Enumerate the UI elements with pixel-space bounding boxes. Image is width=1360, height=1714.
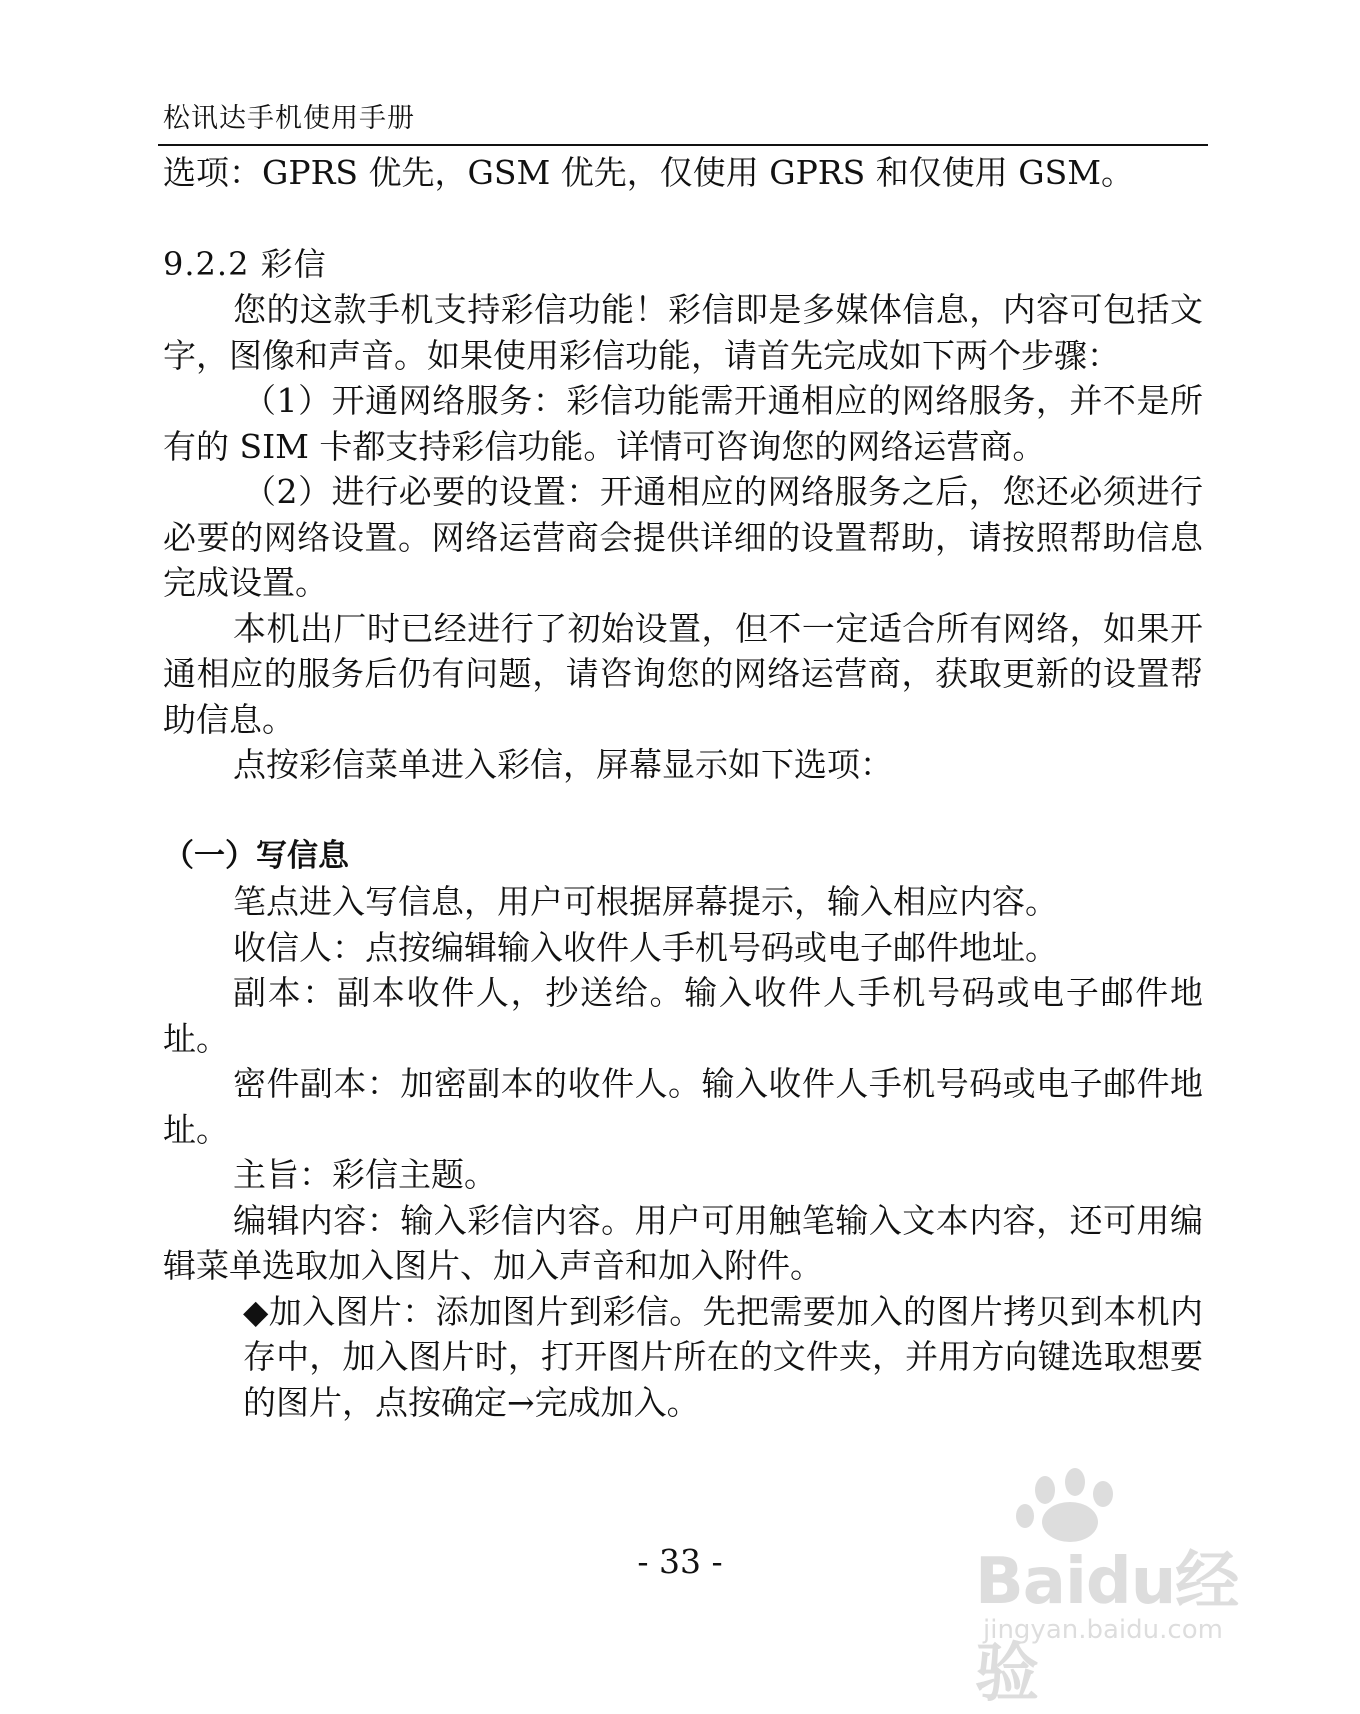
recipient-paragraph: 收信人：点按编辑输入收件人手机号码或电子邮件地址。 bbox=[233, 927, 1058, 967]
step-2-paragraph: （2）进行必要的设置：开通相应的网络服务之后，您还必须进行必要的网络设置。网络运营商会提供详细的设置帮助，请按照帮助信息完成设置。 bbox=[163, 472, 1203, 602]
menu-paragraph: 点按彩信菜单进入彩信，屏幕显示如下选项： bbox=[233, 745, 893, 784]
add-image-bullet: ◆加入图片：添加图片到彩信。先把需要加入的图片拷贝到本机内存中，加入图片时，打开图片所在的文件夹，并用方向键选取想要的图片，点按确定→完成加入。 bbox=[243, 1291, 1203, 1422]
running-header: 松讯达手机使用手册 bbox=[163, 103, 415, 134]
spacer bbox=[163, 196, 1203, 242]
watermark-brand: Baidu经验 bbox=[975, 1545, 1239, 1711]
header-rule bbox=[158, 144, 1208, 146]
bullet-block bbox=[163, 1289, 1203, 1426]
write-intro-paragraph: 笔点进入写信息，用户可根据屏幕提示，输入相应内容。 bbox=[233, 882, 1058, 921]
edit-content-paragraph: 编辑内容：输入彩信内容。用户可用触笔输入文本内容，还可用编辑菜单选取加入图片、加入声音和加入附件。 bbox=[163, 1200, 1203, 1285]
page-number: - 33 - bbox=[637, 1542, 723, 1581]
options-line: 选项：GPRS 优先，GSM 优先，仅使用 GPRS 和仅使用 GSM。 bbox=[163, 153, 1135, 192]
cc-paragraph: 副本：副本收件人，抄送给。输入收件人手机号码或电子邮件地址。 bbox=[163, 973, 1203, 1058]
subsection-heading: （一）写信息 bbox=[163, 837, 349, 874]
watermark-url: jingyan.baidu.com bbox=[983, 1615, 1223, 1645]
page-body bbox=[163, 150, 1203, 1425]
step-1-paragraph: （1）开通网络服务：彩信功能需开通相应的网络服务，并不是所有的 SIM 卡都支持彩信功能。详情可咨询您的网络运营商。 bbox=[163, 381, 1203, 466]
spacer bbox=[163, 788, 1203, 834]
subject-paragraph: 主旨：彩信主题。 bbox=[233, 1155, 497, 1194]
bcc-paragraph: 密件副本：加密副本的收件人。输入收件人手机号码或电子邮件地址。 bbox=[163, 1064, 1203, 1149]
factory-settings-paragraph: 本机出厂时已经进行了初始设置，但不一定适合所有网络，如果开通相应的服务后仍有问题，请咨询您的网络运营商，获取更新的设置帮助信息。 bbox=[163, 608, 1203, 739]
mms-intro-paragraph: 您的这款手机支持彩信功能！彩信即是多媒体信息，内容可包括文字，图像和声音。如果使用彩信功能，请首先完成如下两个步骤： bbox=[163, 290, 1203, 375]
section-heading: 9.2.2 彩信 bbox=[163, 244, 327, 283]
baidu-watermark bbox=[975, 1460, 1275, 1711]
